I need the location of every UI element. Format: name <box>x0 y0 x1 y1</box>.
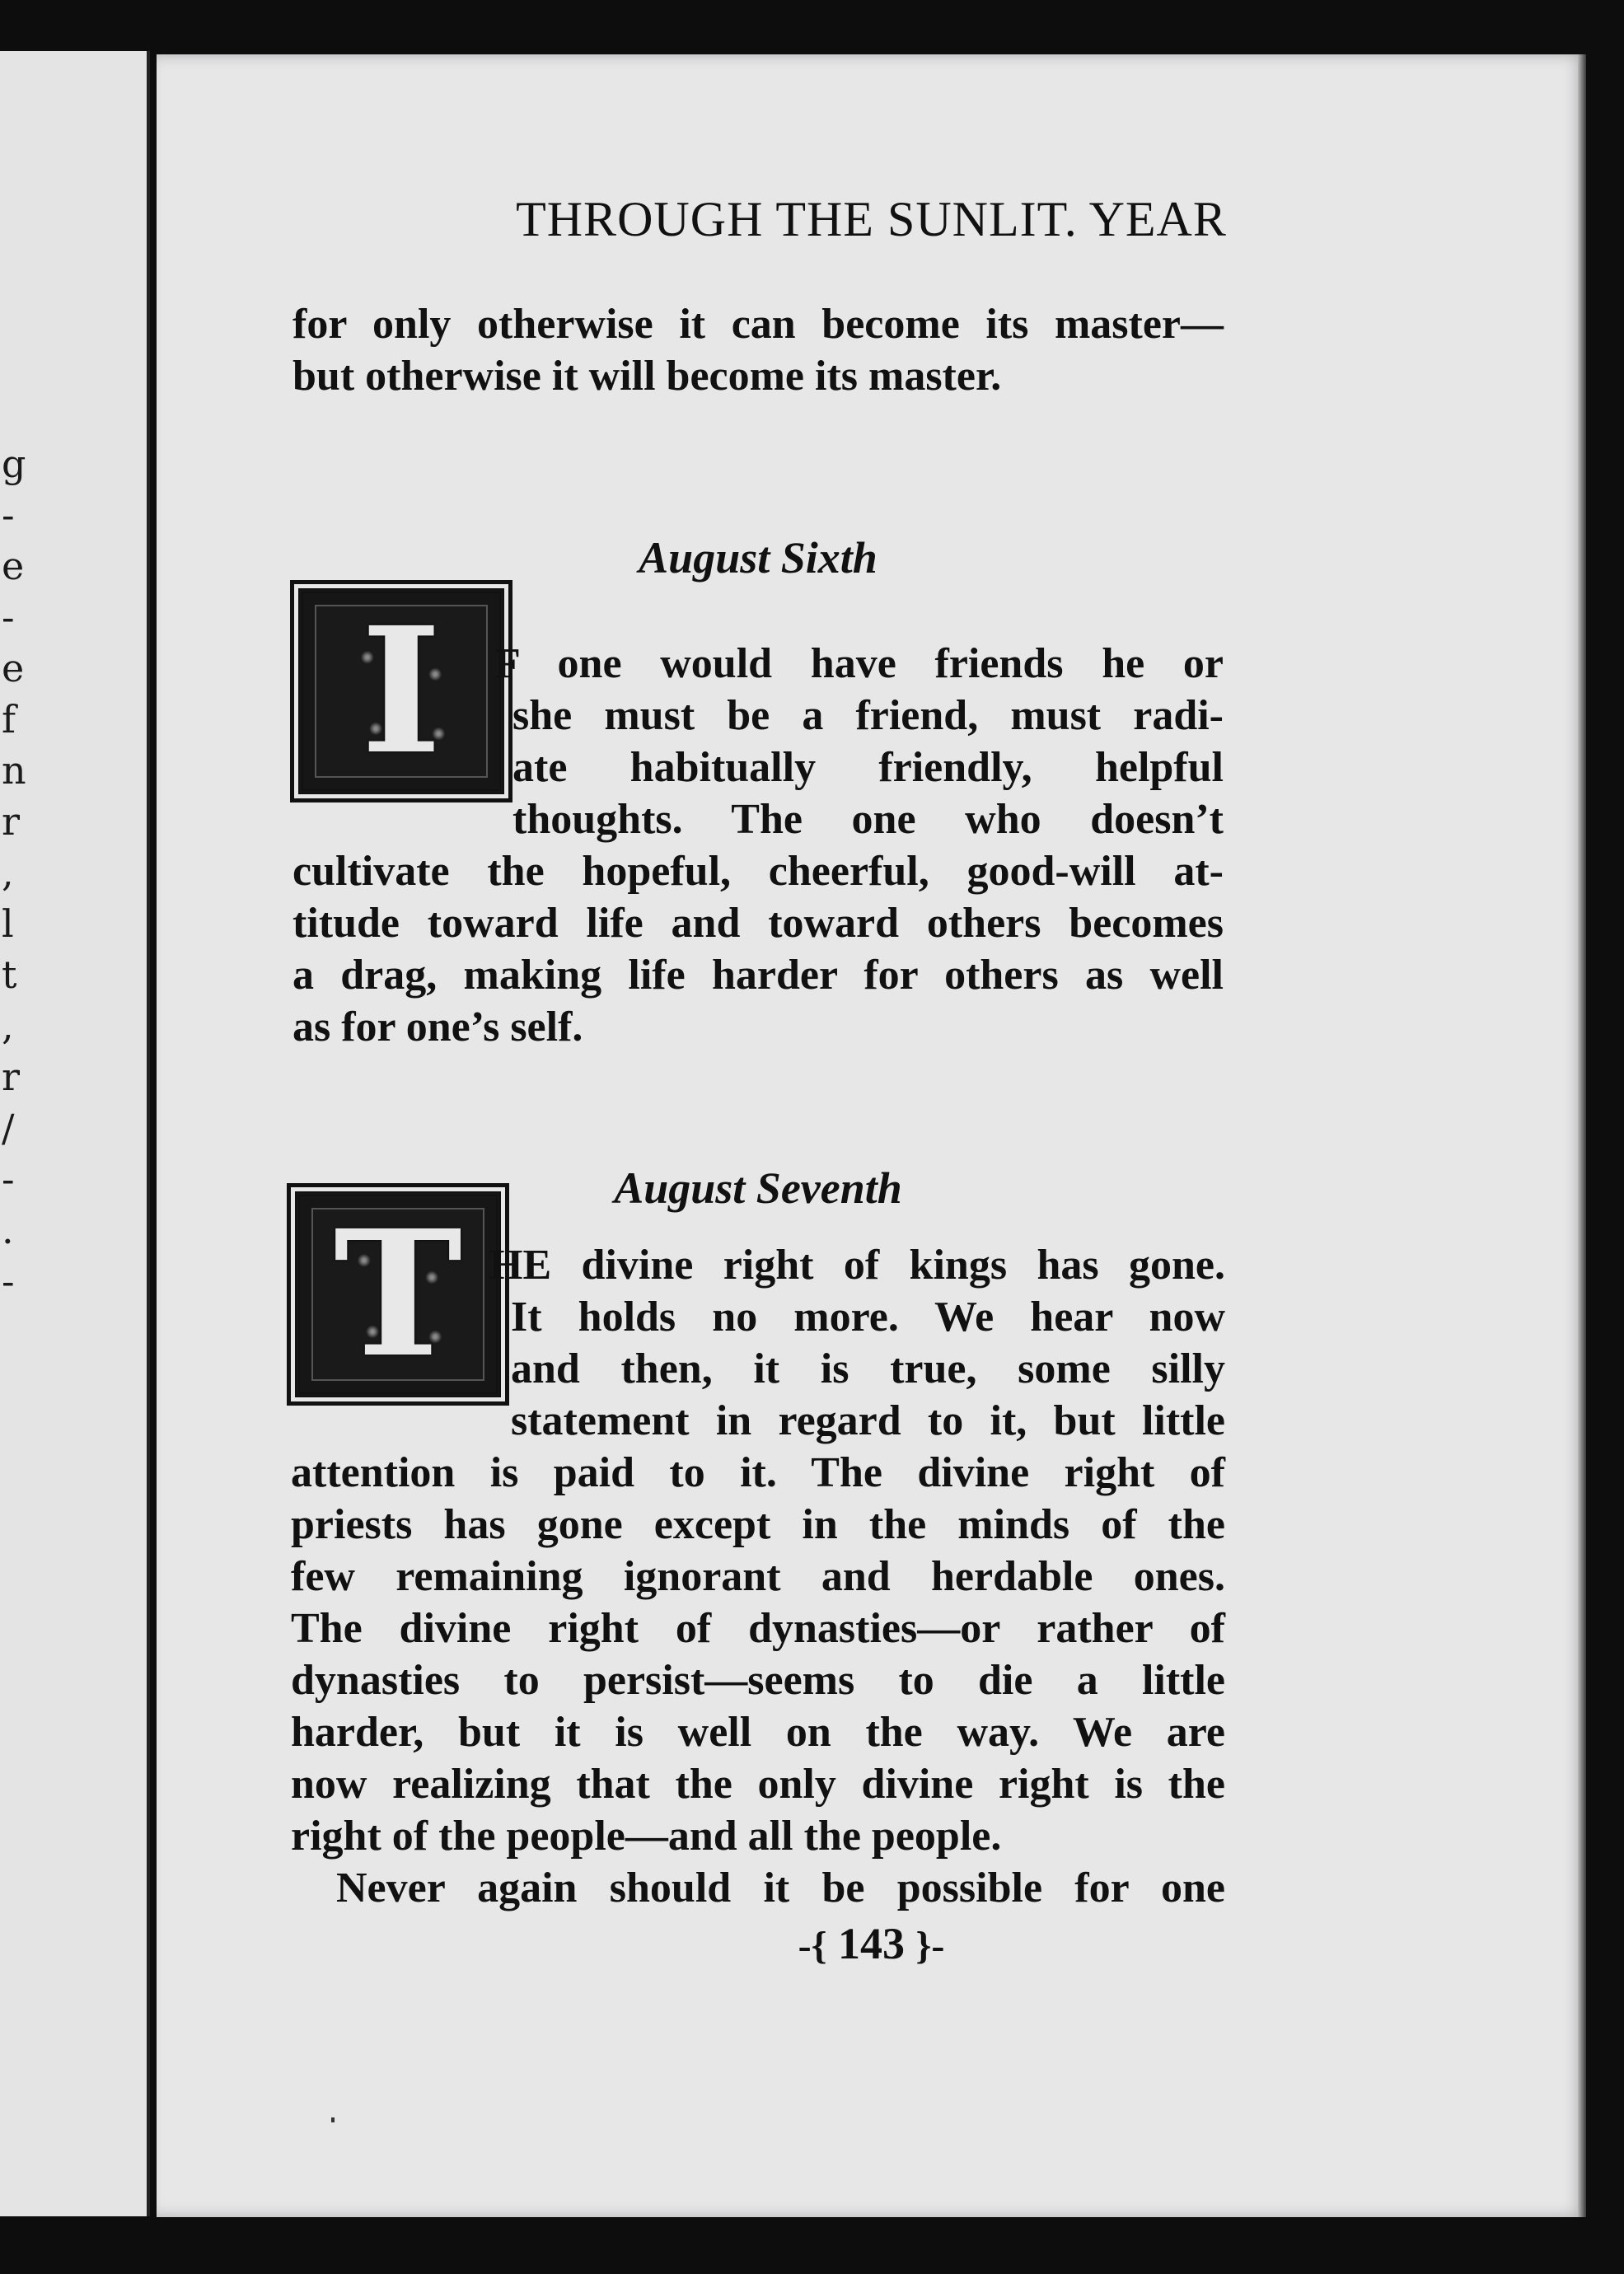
fragment: . <box>2 1208 14 1252</box>
page-gutter-shadow <box>1578 54 1586 2217</box>
fragment: - <box>2 1157 15 1201</box>
dropcap-letter: T <box>333 1192 463 1396</box>
text-line: dynasties to persist—seems to die a little <box>291 1657 1225 1704</box>
text-line: F one would have friends he or <box>494 640 1224 687</box>
text-line: few remaining ignorant and herdable ones. <box>291 1553 1225 1600</box>
section-heading-august-seventh: August Seventh <box>614 1163 902 1213</box>
folio-ornament-right: }- <box>915 1924 945 1968</box>
text-line: statement in regard to it, but little <box>511 1397 1225 1444</box>
text-line: she must be a friend, must radi- <box>512 692 1224 739</box>
fragment: e <box>2 646 25 690</box>
text-line: HE divine right of kings has gone. <box>489 1242 1225 1289</box>
fragment: r <box>2 799 20 844</box>
text-line: ate habitually friendly, helpful <box>512 744 1224 791</box>
dropcap-letter: I <box>360 589 442 793</box>
august-sixth-opening-lines <box>494 638 1224 845</box>
fragment: e <box>2 544 25 588</box>
text-line: thoughts. The one who doesn’t <box>512 796 1224 843</box>
facing-page-edge <box>0 51 150 2216</box>
dropcap-t <box>295 1191 501 1397</box>
august-sixth-body <box>293 845 1224 1053</box>
fragment: l <box>2 901 14 946</box>
fragment: / <box>2 1106 15 1150</box>
fragment: g <box>2 442 26 486</box>
book-page <box>157 54 1586 2217</box>
fragment: t <box>2 952 17 997</box>
august-seventh-body <box>291 1447 1225 1914</box>
fragment: n <box>2 748 26 793</box>
paper-speck <box>331 2117 335 2122</box>
text-line: for only otherwise it can become its master— <box>293 301 1224 348</box>
text-line: Never again should it be possible for one <box>336 1865 1225 1911</box>
text-line: It holds no more. We hear now <box>511 1294 1225 1341</box>
text-line: right of the people—and all the people. <box>291 1813 1002 1860</box>
text-line: attention is paid to it. The divine right of <box>291 1449 1225 1496</box>
page-number <box>157 1918 1586 1969</box>
folio-number: 143 <box>838 1919 905 1968</box>
text-line: priests has gone except in the minds of the <box>291 1501 1225 1548</box>
text-line: harder, but it is well on the way. We are <box>291 1709 1225 1756</box>
text-line: now realizing that the only divine right is the <box>291 1761 1225 1808</box>
text-line: and then, it is true, some silly <box>511 1345 1225 1392</box>
fragment: r <box>2 1055 20 1099</box>
fragment: - <box>2 1259 15 1303</box>
facing-page-text-fragments <box>0 438 35 1307</box>
august-seventh-opening-lines <box>489 1239 1225 1447</box>
text-line: cultivate the hopeful, cheerful, good-will at- <box>293 848 1224 895</box>
text-line: titude toward life and toward others becomes <box>293 900 1224 947</box>
fragment: - <box>2 493 15 537</box>
text-line: The divine right of dynasties—or rather of <box>291 1605 1225 1652</box>
dropcap-i <box>298 588 504 794</box>
text-line: a drag, making life harder for others as well <box>293 952 1224 999</box>
fragment: , <box>2 1004 14 1048</box>
section-heading-august-sixth: August Sixth <box>639 533 878 583</box>
continuation-paragraph <box>293 298 1224 402</box>
fragment: , <box>2 850 14 895</box>
fragment: f <box>2 697 16 742</box>
fragment: - <box>2 595 15 639</box>
text-line: as for one’s self. <box>293 1004 583 1050</box>
running-head: THROUGH THE SUNLIT. YEAR <box>516 192 1227 246</box>
folio-ornament-left: -{ <box>798 1924 827 1968</box>
text-line: but otherwise it will become its master. <box>293 353 1002 400</box>
